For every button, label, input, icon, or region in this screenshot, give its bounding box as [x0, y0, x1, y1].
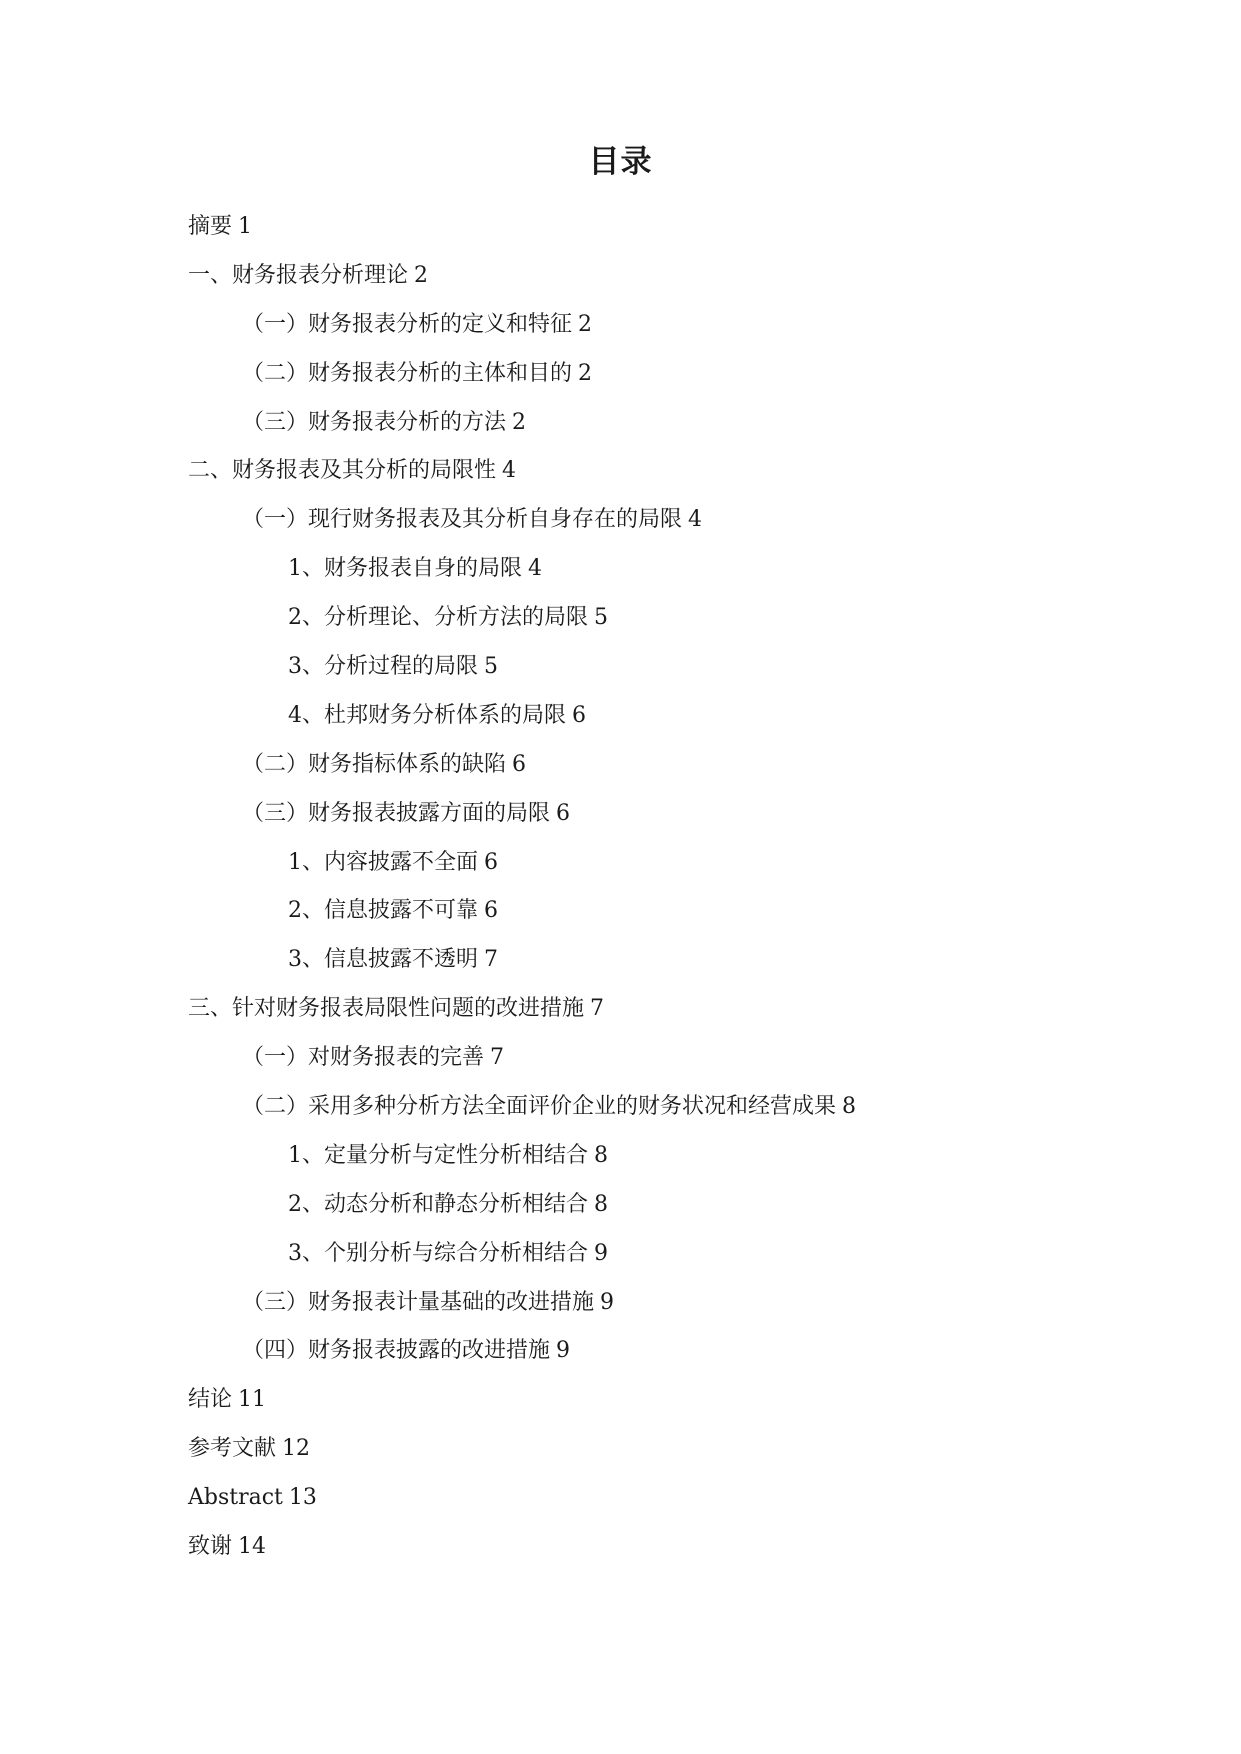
toc-entry-text: （二）采用多种分析方法全面评价企业的财务状况和经营成果 [242, 1094, 837, 1120]
toc-entry-page-number: 8 [842, 1094, 857, 1120]
toc-entry-page-number: 6 [484, 849, 498, 875]
toc-entry[interactable] [188, 456, 1168, 505]
toc-entry-text: （三）财务报表分析的方法 [242, 409, 507, 435]
toc-entry-text: 2、信息披露不可靠 [288, 898, 478, 924]
toc-entry[interactable] [188, 848, 1168, 897]
toc-entry-text: 4、杜邦财务分析体系的局限 [288, 702, 566, 728]
toc-entry[interactable] [188, 1190, 1168, 1239]
toc-entry-text: 三、针对财务报表局限性问题的改进措施 [188, 996, 585, 1022]
toc-entry-page-number: 6 [484, 898, 498, 924]
toc-entry[interactable] [188, 212, 1168, 261]
toc-entry-page-number: 2 [578, 311, 593, 337]
toc-entry-page-number: 8 [594, 1191, 608, 1217]
toc-entry-page-number: 9 [594, 1240, 608, 1266]
toc-entry[interactable] [188, 1092, 1168, 1141]
toc-entry[interactable] [188, 1532, 1168, 1581]
toc-entry[interactable] [188, 994, 1168, 1043]
toc-entry-text: 3、分析过程的局限 [288, 654, 478, 680]
toc-entry-page-number: 6 [556, 800, 571, 826]
toc-entry-text: 1、定量分析与定性分析相结合 [288, 1142, 588, 1168]
toc-entry-text: （四）财务报表披露的改进措施 [242, 1338, 551, 1364]
page-title: 目录 [588, 144, 653, 180]
toc-entry-page-number: 12 [282, 1436, 311, 1462]
toc-entry-text: 一、财务报表分析理论 [188, 262, 409, 288]
toc-entry-text: 参考文献 [188, 1436, 277, 1462]
toc-entry-page-number: 6 [572, 702, 586, 728]
toc-entry-text: 3、个别分析与综合分析相结合 [288, 1240, 588, 1266]
toc-entry[interactable] [188, 603, 1168, 652]
toc-entry-text: （三）财务报表披露方面的局限 [242, 800, 551, 826]
toc-entry-page-number: 6 [512, 751, 527, 777]
toc-entry-text: （三）财务报表计量基础的改进措施 [242, 1289, 595, 1315]
toc-entry-page-number: 13 [288, 1485, 317, 1511]
toc-entry-text: 致谢 [188, 1534, 233, 1560]
toc-entry[interactable] [188, 799, 1168, 848]
toc-entry[interactable] [188, 701, 1168, 750]
toc-entry-page-number: 9 [556, 1338, 571, 1364]
toc-entry-text: （二）财务报表分析的主体和目的 [242, 360, 573, 386]
toc-list [188, 212, 1168, 1581]
toc-entry[interactable] [188, 652, 1168, 701]
toc-entry-page-number: 7 [590, 996, 605, 1022]
toc-entry-page-number: 5 [484, 654, 498, 680]
toc-entry-text: Abstract [188, 1485, 283, 1511]
toc-entry-page-number: 4 [502, 458, 517, 484]
toc-entry[interactable] [188, 408, 1168, 457]
toc-entry-text: （一）现行财务报表及其分析自身存在的局限 [242, 507, 683, 533]
toc-entry-text: （二）财务指标体系的缺陷 [242, 751, 507, 777]
toc-entry-page-number: 2 [414, 262, 429, 288]
toc-entry[interactable] [188, 1385, 1168, 1434]
toc-entry-page-number: 8 [594, 1142, 608, 1168]
toc-entry[interactable] [188, 1434, 1168, 1483]
toc-entry-text: 2、分析理论、分析方法的局限 [288, 605, 588, 631]
toc-entry-page-number: 7 [484, 947, 498, 973]
toc-entry-page-number: 5 [594, 605, 608, 631]
toc-entry-page-number: 1 [238, 214, 253, 239]
toc-entry-text: （一）财务报表分析的定义和特征 [242, 311, 573, 337]
toc-entry-text: 3、信息披露不透明 [288, 947, 478, 973]
toc-entry-text: 二、财务报表及其分析的局限性 [188, 458, 497, 484]
toc-entry[interactable] [188, 1141, 1168, 1190]
toc-entry[interactable] [188, 505, 1168, 554]
toc-entry[interactable] [188, 945, 1168, 994]
toc-entry-page-number: 14 [238, 1534, 267, 1560]
toc-entry-page-number: 11 [238, 1387, 267, 1413]
toc-entry-text: （一）对财务报表的完善 [242, 1045, 485, 1071]
toc-entry-text: 1、内容披露不全面 [288, 849, 478, 875]
toc-entry[interactable] [188, 359, 1168, 408]
toc-entry-page-number: 2 [512, 409, 527, 435]
toc-entry[interactable] [188, 1336, 1168, 1385]
toc-entry-page-number: 4 [688, 507, 703, 533]
toc-entry-page-number: 7 [490, 1045, 505, 1071]
toc-entry-page-number: 9 [600, 1289, 615, 1315]
toc-entry[interactable] [188, 261, 1168, 310]
toc-entry-text: 摘要 [188, 214, 233, 239]
toc-entry-text: 2、动态分析和静态分析相结合 [288, 1191, 588, 1217]
toc-entry-page-number: 4 [528, 556, 542, 582]
toc-entry-page-number: 2 [578, 360, 593, 386]
toc-entry[interactable] [188, 310, 1168, 359]
toc-entry[interactable] [188, 1288, 1168, 1337]
toc-entry[interactable] [188, 896, 1168, 945]
toc-entry[interactable] [188, 750, 1168, 799]
toc-entry[interactable] [188, 1483, 1168, 1532]
toc-entry[interactable] [188, 1239, 1168, 1288]
toc-entry[interactable] [188, 1043, 1168, 1092]
toc-entry-text: 结论 [188, 1387, 233, 1413]
toc-entry[interactable] [188, 554, 1168, 603]
toc-entry-text: 1、财务报表自身的局限 [288, 556, 522, 582]
